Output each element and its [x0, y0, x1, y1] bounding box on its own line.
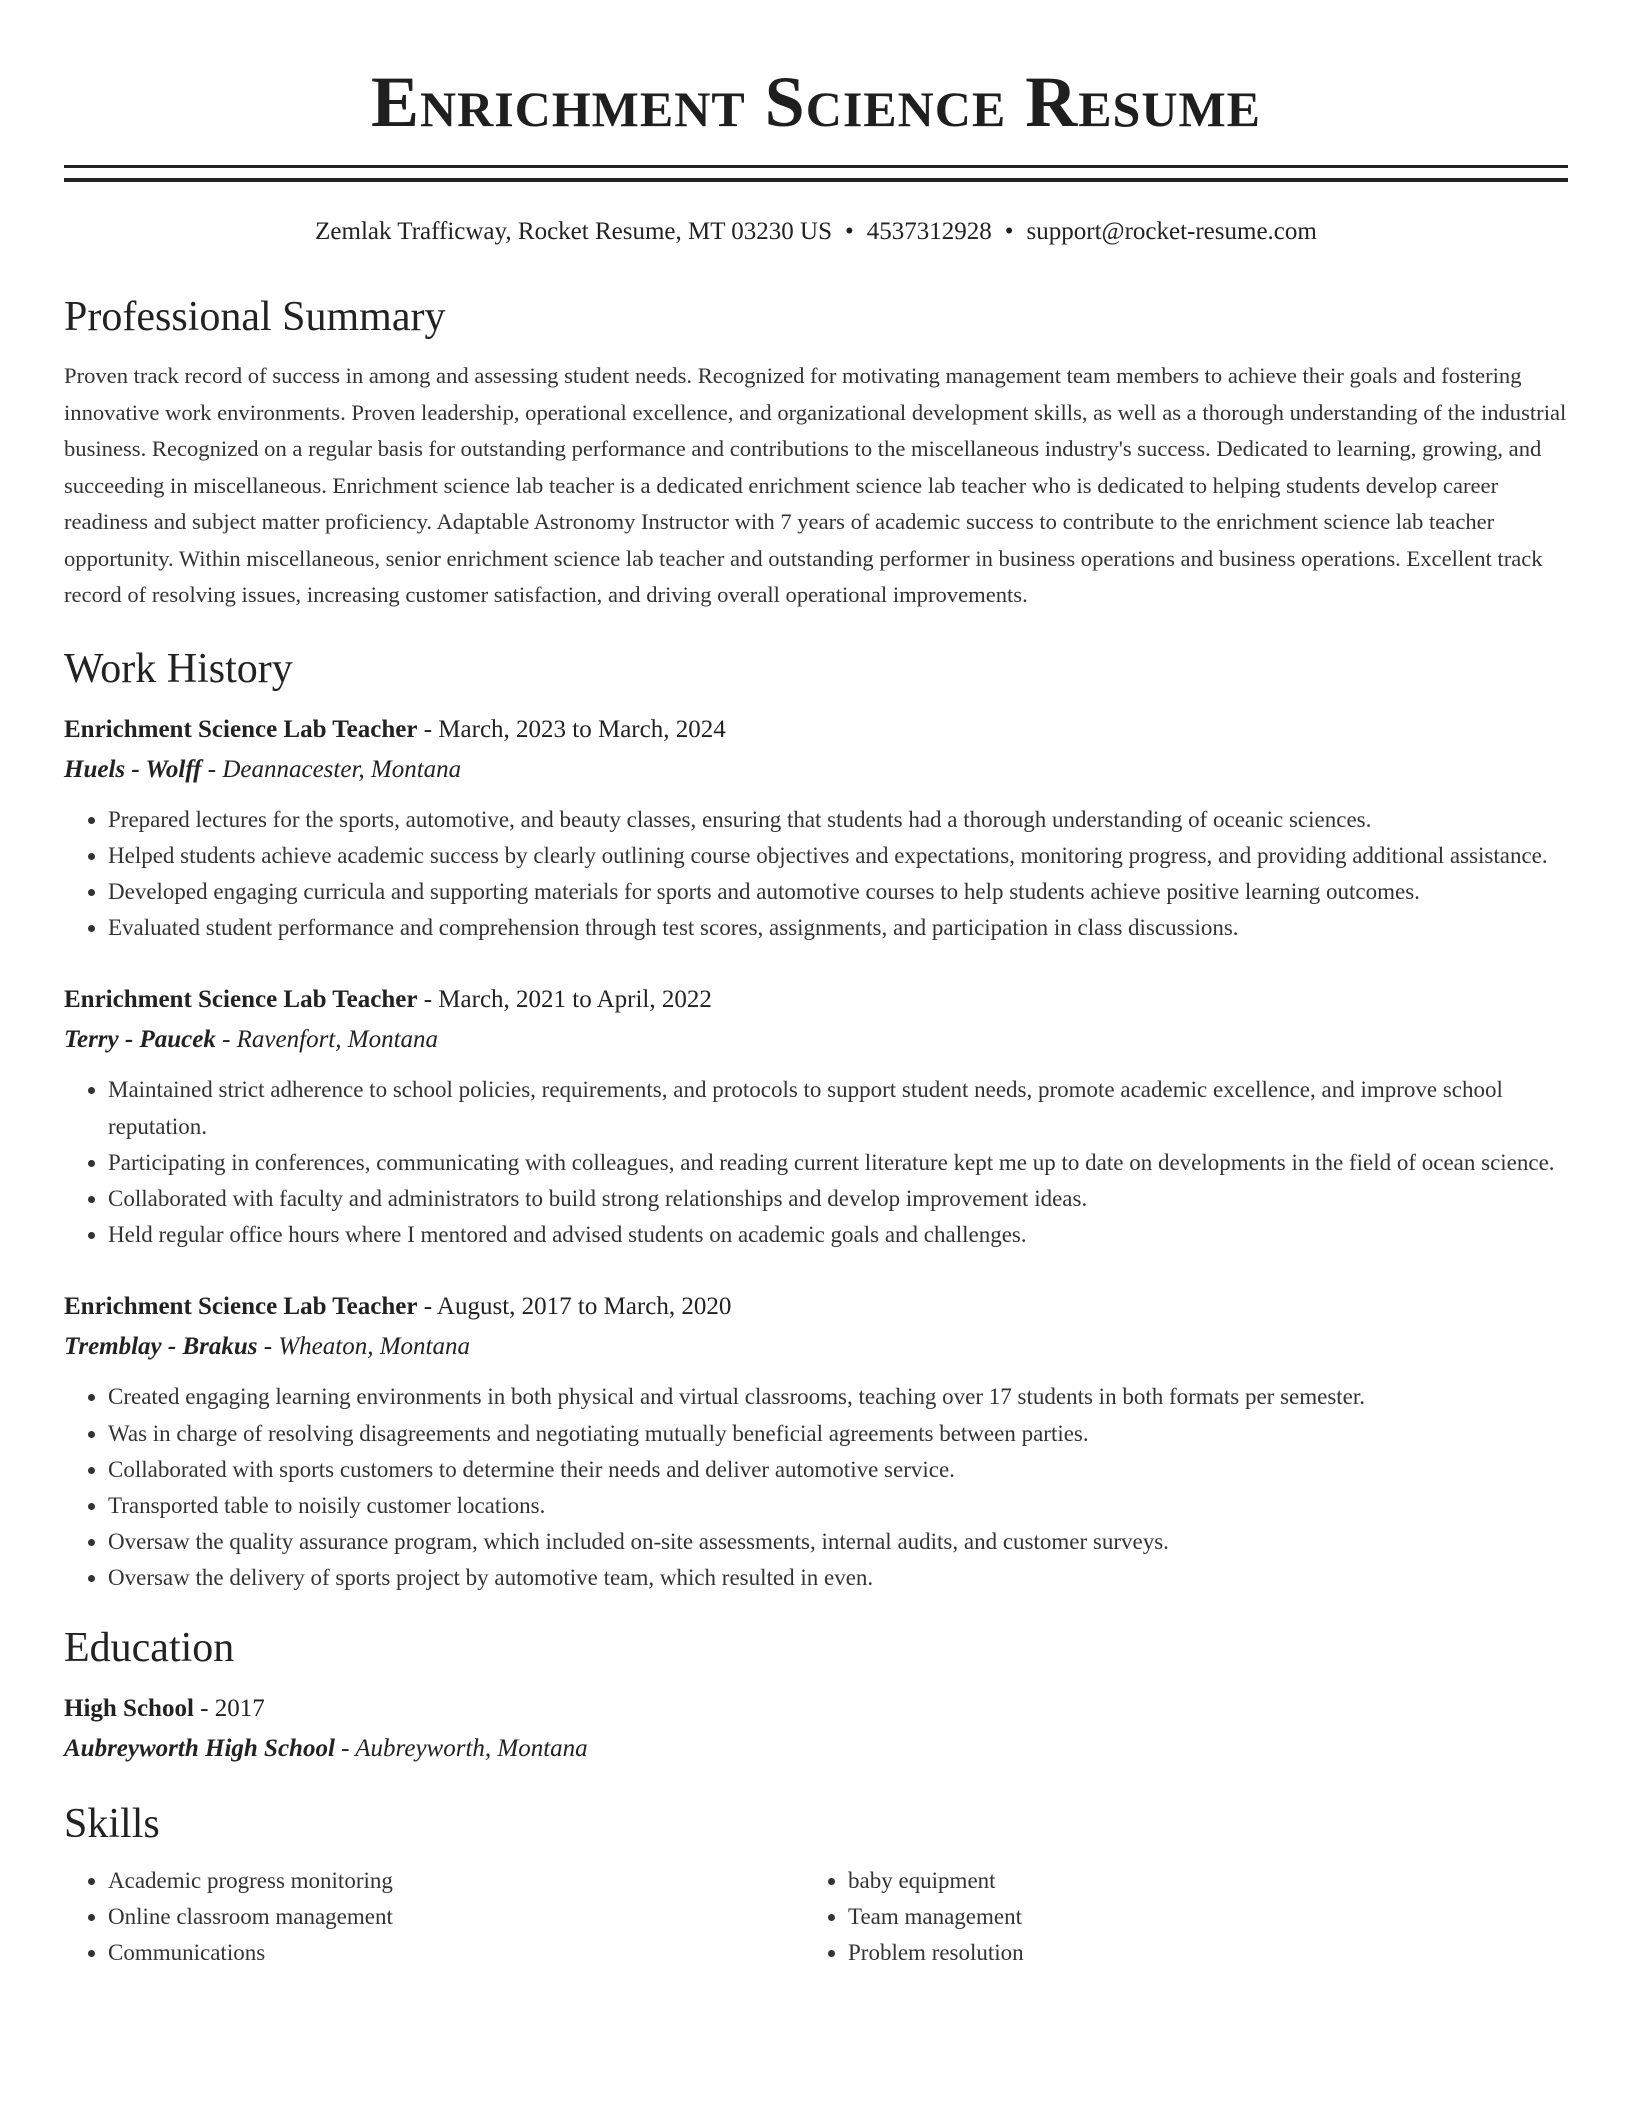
- job-dates: - August, 2017 to March, 2020: [417, 1293, 732, 1321]
- list-item: • baby equipment: [848, 1863, 1548, 1899]
- section-heading-skills: Skills: [64, 1800, 160, 1847]
- education-school-line: [64, 1729, 1568, 1769]
- list-item: • Team management: [848, 1899, 1548, 1935]
- list-item: • Helped students achieve academic success by clearly outlining course objectives and expectations, monitoring progress, and providing additional assistance.: [108, 838, 1568, 874]
- contact-separator: •: [1004, 218, 1014, 245]
- skills-list-left: [64, 1863, 808, 1972]
- list-item: • Evaluated student performance and comprehension through test scores, assignments, and participation in class discussions.: [108, 910, 1568, 946]
- education-degree-line: [64, 1689, 1568, 1729]
- list-item: • Was in charge of resolving disagreements and negotiating mutually beneficial agreements between parties.: [108, 1416, 1568, 1452]
- resume-title: Enrichment Science Resume: [370, 62, 1262, 142]
- job-company: Tremblay - Brakus: [64, 1333, 258, 1361]
- job-title-line: [64, 980, 1568, 1020]
- job-title: Enrichment Science Lab Teacher: [64, 1293, 418, 1321]
- job-location: - Ravenfort, Montana: [215, 1026, 439, 1054]
- section-heading-education: Education: [64, 1624, 235, 1671]
- job-title: Enrichment Science Lab Teacher: [64, 986, 418, 1014]
- skills-columns: [64, 1863, 1568, 1972]
- section-heading-summary: Professional Summary: [64, 294, 446, 340]
- education-school: Aubreyworth High School: [64, 1734, 335, 1762]
- job-location: - Wheaton, Montana: [257, 1333, 470, 1361]
- resume-page: [64, 0, 1568, 1971]
- list-item: • Developed engaging curricula and supporting materials for sports and automotive courses to help students achieve positive learning outcomes.: [108, 874, 1568, 910]
- list-item: • Oversaw the delivery of sports project by automotive team, which resulted in even.: [108, 1560, 1568, 1596]
- job-title-line: [64, 1287, 1568, 1327]
- list-item: • Online classroom management: [108, 1899, 808, 1935]
- list-item: • Collaborated with sports customers to determine their needs and deliver automotive service.: [108, 1452, 1568, 1488]
- skills-list-right: [808, 1863, 1548, 1972]
- list-item: • Created engaging learning environments in both physical and virtual classrooms, teaching over 17 students in both formats per semester.: [108, 1379, 1568, 1415]
- job-location: - Deannacester, Montana: [201, 755, 462, 783]
- job-company-line: [64, 750, 1568, 790]
- job-title: Enrichment Science Lab Teacher: [64, 715, 418, 743]
- job-bullets: [64, 802, 1568, 947]
- list-item: • Problem resolution: [848, 1935, 1548, 1971]
- education-degree: High School: [64, 1694, 194, 1722]
- contact-email: support@rocket-resume.com: [1026, 218, 1317, 245]
- list-item: • Prepared lectures for the sports, automotive, and beauty classes, ensuring that students had a thorough understanding of oceanic sciences.: [108, 802, 1568, 838]
- job-bullets: [64, 1072, 1568, 1253]
- list-item: • Collaborated with faculty and administrators to build strong relationships and develop improvement ideas.: [108, 1181, 1568, 1217]
- job-entry: [64, 1287, 1568, 1596]
- education-entry: [64, 1689, 1568, 1769]
- section-heading-work-history: Work History: [64, 645, 293, 692]
- job-entry: [64, 710, 1568, 947]
- education-location: - Aubreyworth, Montana: [334, 1734, 588, 1762]
- job-entry: [64, 980, 1568, 1253]
- job-company-line: [64, 1327, 1568, 1367]
- list-item: • Participating in conferences, communicating with colleagues, and reading current literature kept me up to date on developments in the field of ocean science.: [108, 1145, 1568, 1181]
- list-item: • Oversaw the quality assurance program, which included on-site assessments, internal audits, and customer surveys.: [108, 1524, 1568, 1560]
- contact-address: Zemlak Trafficway, Rocket Resume, MT 03230 US: [315, 218, 833, 245]
- list-item: • Held regular office hours where I mentored and advised students on academic goals and challenges.: [108, 1217, 1568, 1253]
- summary-text: Proven track record of success in among and assessing student needs. Recognized for motivating management team members to achieve their goals and fostering innovative work environments. Proven leadership, operational excellence, and organizational development skills, as well as a thorough understanding of the industrial business. Recognized on a regular basis for outstanding performance and contributions to the miscellaneous industry's success. Dedicated to learning, growing, and succeeding in miscellaneous. Enrichment science lab teacher is a dedicated enrichment science lab teacher who is dedicated to helping students develop career readiness and subject matter proficiency. Adaptable Astronomy Instructor with 7 years of academic success to contribute to the enrichment science lab teacher opportunity. Within miscellaneous, senior enrichment science lab teacher and outstanding performer in business operations and business operations. Excellent track record of resolving issues, increasing customer satisfaction, and driving overall operational improvements.: [64, 363, 1567, 607]
- job-title-line: [64, 710, 1568, 750]
- job-company: Terry - Paucek: [64, 1026, 216, 1054]
- job-dates: - March, 2021 to April, 2022: [417, 986, 712, 1014]
- education-year: - 2017: [193, 1694, 265, 1722]
- list-item: • Communications: [108, 1935, 808, 1971]
- list-item: • Transported table to noisily customer locations.: [108, 1488, 1568, 1524]
- contact-line: [64, 216, 1568, 248]
- contact-separator: •: [845, 218, 854, 245]
- job-dates: - March, 2023 to March, 2024: [417, 715, 726, 743]
- list-item: • Maintained strict adherence to school policies, requirements, and protocols to support student needs, promote academic excellence, and improve school reputation.: [108, 1072, 1568, 1144]
- list-item: • Academic progress monitoring: [108, 1863, 808, 1899]
- job-bullets: [64, 1379, 1568, 1596]
- job-company: Huels - Wolff: [64, 755, 202, 783]
- title-double-rule: [64, 165, 1568, 182]
- contact-phone: 4537312928: [866, 218, 992, 245]
- job-company-line: [64, 1020, 1568, 1060]
